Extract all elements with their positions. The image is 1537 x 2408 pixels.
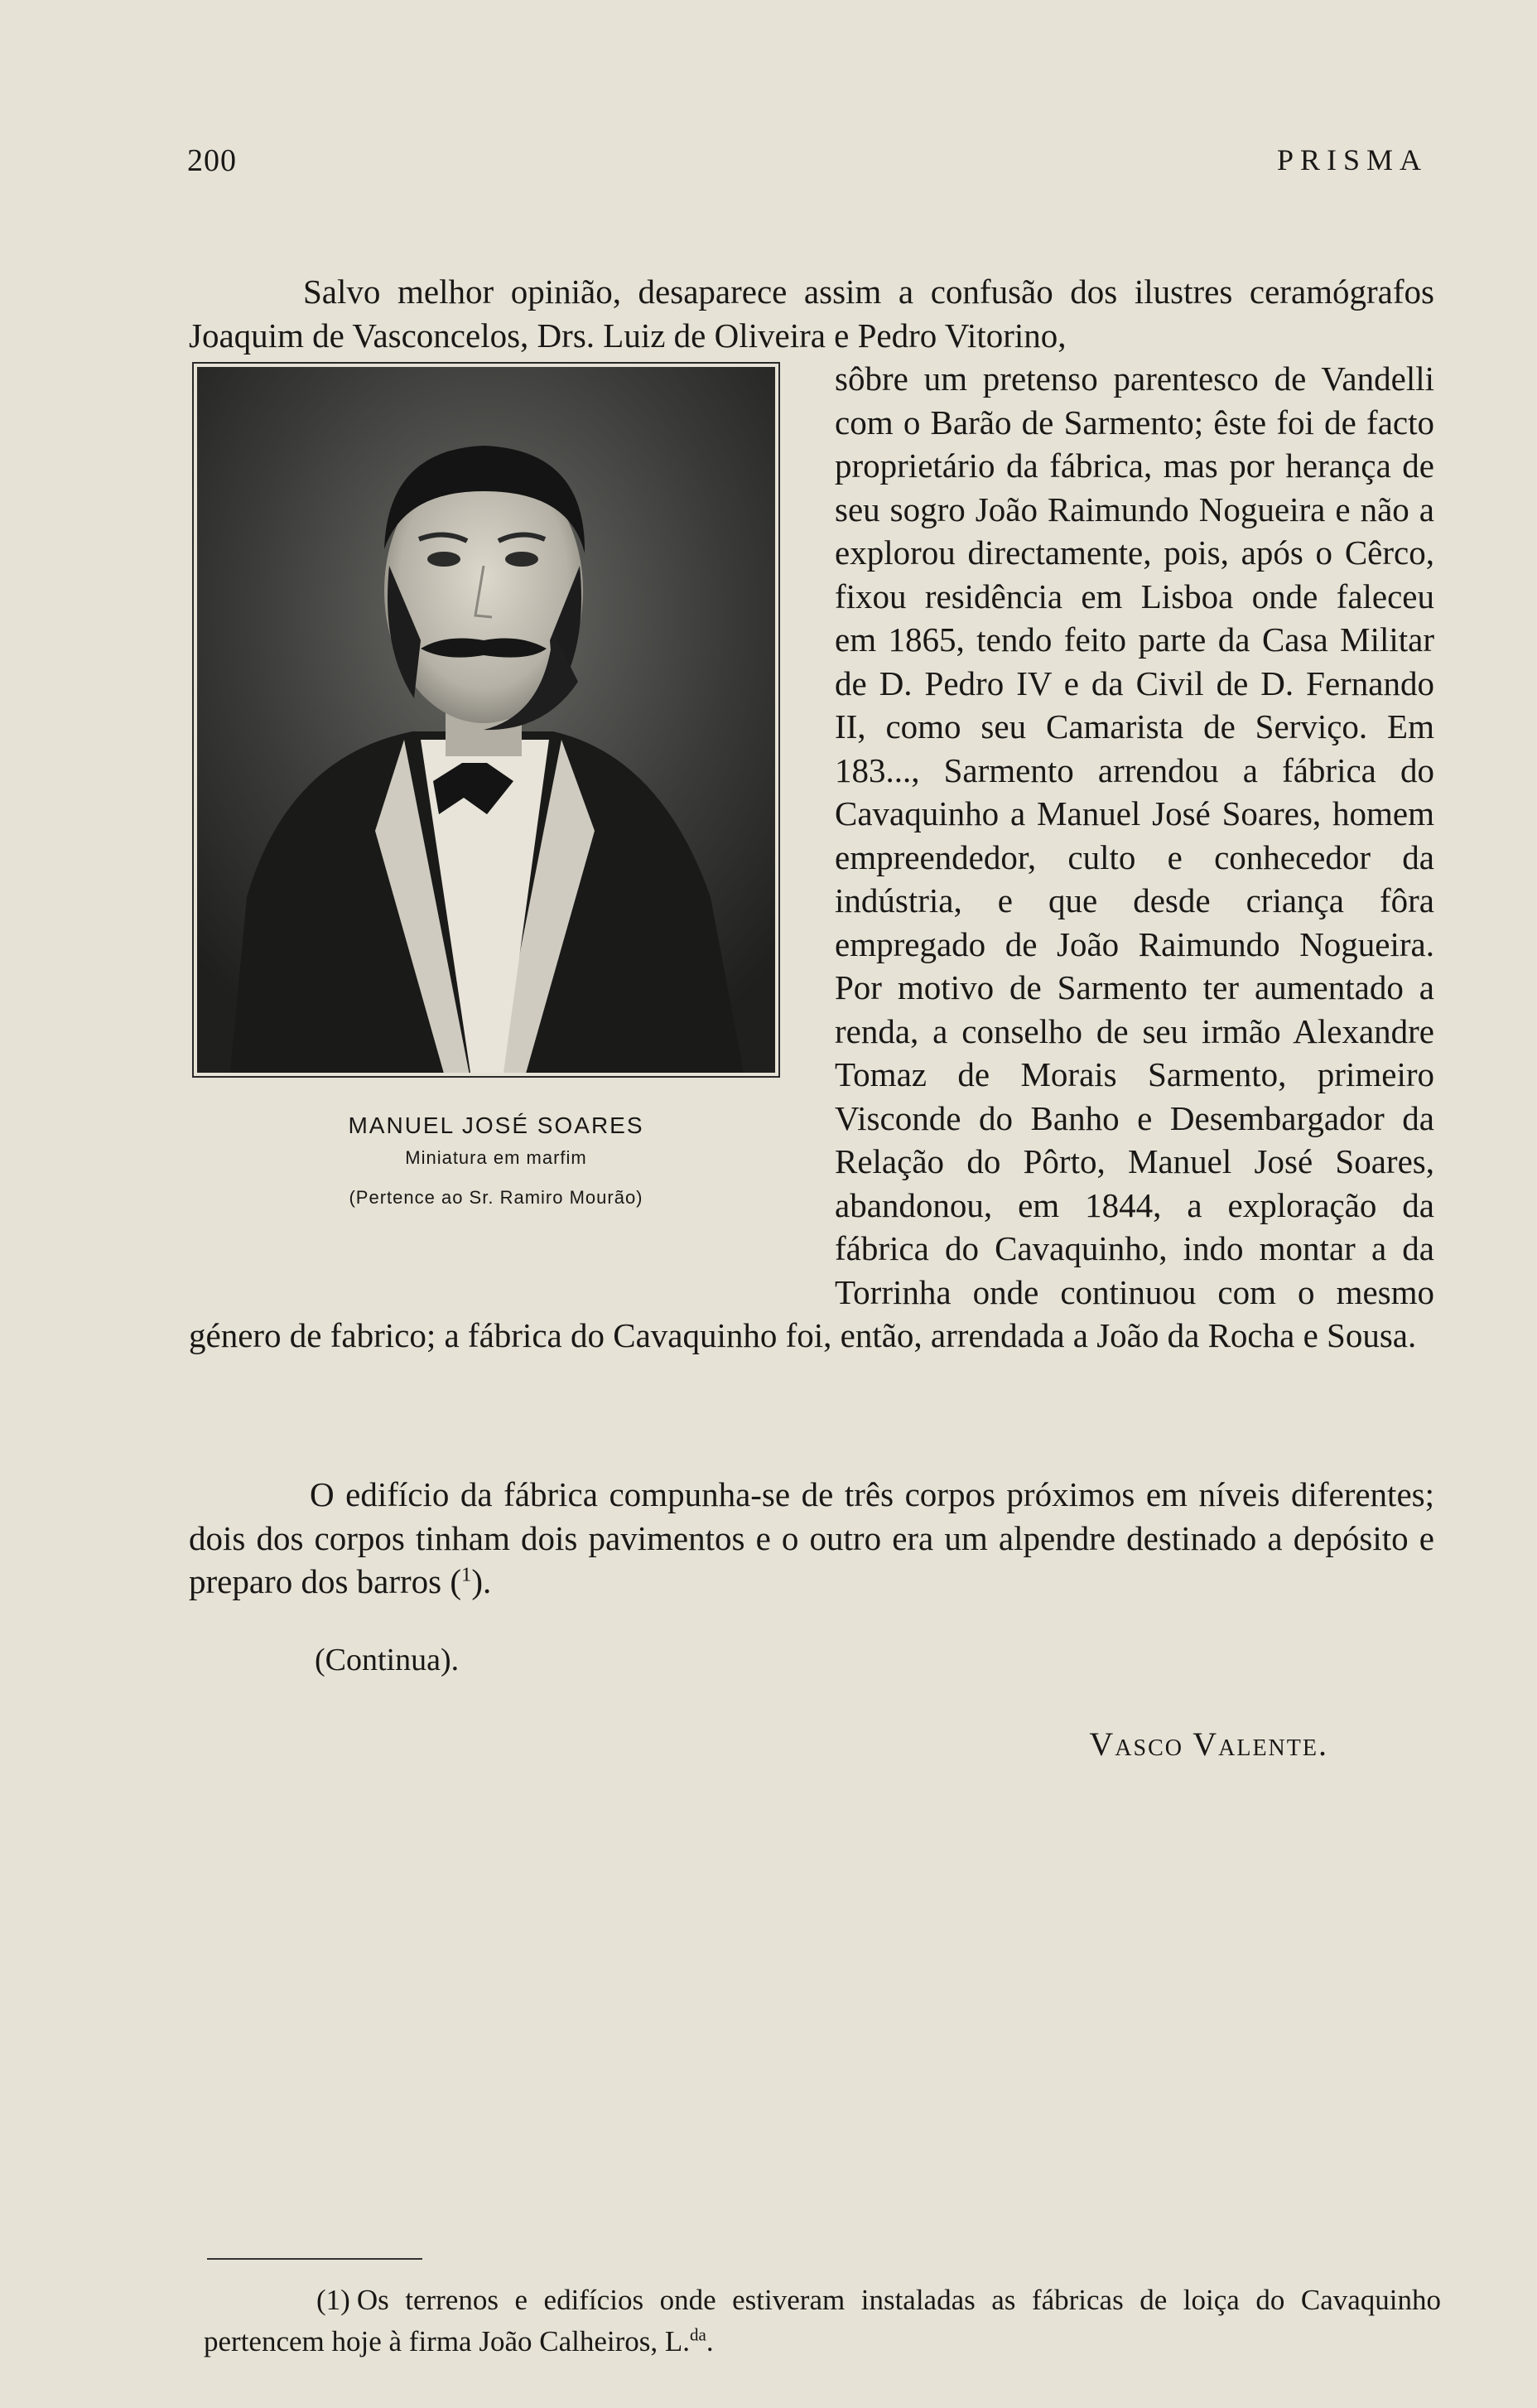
footnote xyxy=(204,2280,1441,2362)
running-title: PRISMA xyxy=(1276,143,1428,176)
page-number: 200 xyxy=(187,143,237,178)
portrait-caption xyxy=(189,1111,803,1210)
paragraph-2 xyxy=(189,1473,1434,1604)
paragraph-1-body: sôbre um pretenso parentesco de Vandelli com o Barão de Sarmento; êste foi de facto proprietário da fábrica, mas por herança de seu sogro João Raimundo Nogueira e não a explorou directamente, pois, após o Cêrco, fixou residência em Lisboa onde faleceu em 1865, tendo feito parte da Casa Militar de D. Pedro IV e da Civil de D. Fernando II, como seu Camarista de Serviço. Em 183..., Sarmento arrendou a fábrica do Cavaquinho a Manuel José Soares, homem empreendedor, culto e conhecedor da indústria, e que desde criança fôra empregado de João Raimundo Nogueira. Por motivo de Sarmento ter aumentado a renda, a conselho de seu irmão Alexandre Tomaz de Morais Sarmento, primeiro Visconde do Banho e Desembargador da Relação do Pôrto, Manuel José Soares, abandonou, em 1844, a exploração da fábrica do Cavaquinho, indo montar a da Torrinha onde continuou com o mesmo género de fabrico; a fábrica do Cavaquinho foi, então, arrendada a João da Rocha e Sousa. xyxy=(189,360,1434,1354)
paragraph-2-end: ). xyxy=(471,1562,492,1600)
portrait-frame xyxy=(192,362,780,1078)
paragraph-1-lead: Salvo melhor opinião, desaparece assim a confusão dos ilustres ceramógrafos Joaquim de Vasconcelos, Drs. Luiz de Oliveira e Pedro Vitorino, xyxy=(189,273,1434,355)
portrait-image xyxy=(197,367,775,1073)
footnote-divider xyxy=(207,2258,422,2260)
footnote-text: Os terrenos e edifícios onde estiveram instaladas as fábricas de loiça do Cavaquinho pertencem hoje à firma João Calheiros, L. xyxy=(204,2284,1441,2357)
footnote-superscript: da xyxy=(690,2324,706,2345)
page-header xyxy=(187,142,1428,184)
footnote-reference[interactable]: 1 xyxy=(461,1563,472,1586)
author-signature xyxy=(1089,1725,1328,1764)
caption-medium: Miniatura em marfim xyxy=(405,1147,587,1168)
author-name: Vasco Valente. xyxy=(1089,1725,1328,1763)
continued-note: (Continua). xyxy=(315,1643,460,1677)
paragraph-2-text: O edifício da fábrica compunha-se de três corpos próximos em níveis diferentes; dois dos corpos tinham dois pavimentos e o outro era um alpendre destinado a depósito e preparo dos barros ( xyxy=(189,1475,1434,1600)
caption-name: MANUEL JOSÉ SOARES xyxy=(348,1112,644,1138)
caption-owner: (Pertence ao Sr. Ramiro Mourão) xyxy=(349,1187,643,1208)
footnote-end: . xyxy=(706,2325,714,2357)
portrait-figure xyxy=(189,362,803,1290)
footnote-marker: (1) xyxy=(316,2284,350,2316)
paragraph-1 xyxy=(189,270,1434,1358)
